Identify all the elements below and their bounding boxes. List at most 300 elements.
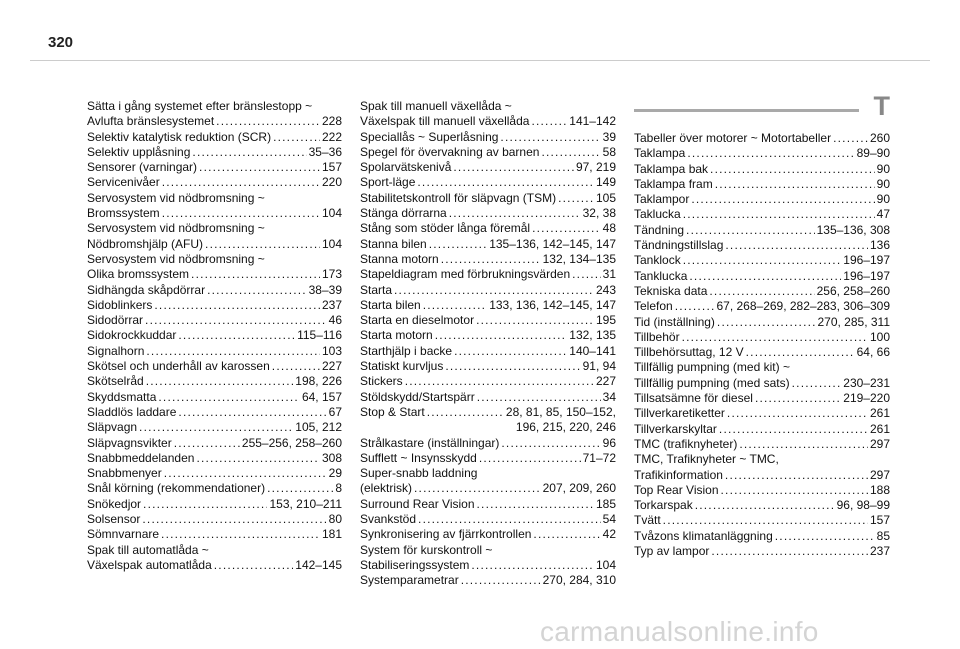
entry-label: Stickers bbox=[360, 374, 403, 389]
entry-label: Stanna bilen bbox=[360, 236, 427, 251]
dot-leader bbox=[721, 483, 868, 498]
dot-leader bbox=[178, 405, 326, 420]
index-entry-heading: Super-snabb laddning bbox=[360, 466, 478, 481]
entry-pages: 237 bbox=[321, 297, 342, 312]
index-entry bbox=[360, 114, 616, 129]
index-entry bbox=[360, 160, 616, 175]
entry-label: Svankstöd bbox=[360, 512, 417, 527]
dot-leader bbox=[394, 283, 594, 298]
dot-leader bbox=[792, 376, 842, 391]
entry-label: Stång som stöder långa föremål bbox=[360, 221, 531, 236]
dot-leader bbox=[477, 390, 601, 405]
entry-pages: 105 bbox=[595, 190, 616, 205]
index-entry bbox=[634, 177, 890, 192]
entry-pages: 260 bbox=[869, 131, 890, 145]
entry-pages: 104 bbox=[321, 236, 342, 251]
index-entry bbox=[87, 237, 342, 252]
dot-leader bbox=[267, 481, 333, 496]
entry-label: Sidokrockkuddar bbox=[87, 328, 177, 343]
dot-leader bbox=[445, 359, 580, 374]
header-divider bbox=[30, 60, 930, 61]
entry-pages: 96, 98–99 bbox=[836, 498, 890, 513]
entry-pages: 297 bbox=[869, 467, 890, 482]
entry-pages: 64, 157 bbox=[301, 389, 342, 404]
entry-label: Olika bromssystem bbox=[87, 267, 190, 282]
dot-leader bbox=[675, 299, 715, 314]
index-entry-heading: Tillfällig pumpning (med kit) ~ bbox=[634, 360, 790, 375]
dot-leader bbox=[139, 420, 293, 435]
index-entry bbox=[87, 130, 342, 145]
index-entry bbox=[634, 192, 890, 207]
index-entry bbox=[360, 252, 616, 267]
entry-pages: 255–256, 258–260 bbox=[241, 435, 342, 450]
dot-leader bbox=[572, 267, 601, 282]
entry-pages: 256, 258–260 bbox=[816, 283, 890, 298]
entry-pages: 115–116 bbox=[297, 328, 342, 343]
entry-label: Släpvagn bbox=[87, 420, 138, 435]
entry-label: Stapeldiagram med förbrukningsvärden bbox=[360, 267, 571, 282]
entry-label: Tillbehör bbox=[634, 329, 680, 344]
dot-leader bbox=[417, 175, 594, 190]
index-entry bbox=[634, 284, 890, 299]
dot-leader bbox=[142, 512, 326, 527]
entry-pages: 96 bbox=[602, 435, 616, 450]
index-entry bbox=[360, 313, 616, 328]
index-entry bbox=[87, 374, 342, 389]
dot-leader bbox=[427, 405, 504, 420]
index-entry bbox=[634, 513, 890, 528]
dot-leader bbox=[429, 237, 487, 252]
dot-leader bbox=[207, 283, 307, 298]
dot-leader bbox=[711, 544, 868, 559]
entry-pages: 39 bbox=[602, 129, 616, 144]
entry-pages: 237 bbox=[869, 544, 890, 559]
index-entry bbox=[360, 191, 616, 206]
entry-label: Tabeller över motorer ~ Motortabeller bbox=[634, 131, 832, 145]
entry-label: Tanklucka bbox=[634, 268, 688, 283]
entry-pages: 97, 219 bbox=[575, 160, 616, 175]
dot-leader bbox=[146, 344, 320, 359]
entry-label: Stabiliseringssystem bbox=[360, 557, 470, 572]
index-entry bbox=[360, 405, 616, 420]
entry-label: Tanklock bbox=[634, 253, 681, 268]
index-entry bbox=[87, 481, 342, 496]
index-entry bbox=[634, 468, 890, 483]
entry-label: Stänga dörrarna bbox=[360, 206, 447, 221]
index-entry bbox=[87, 298, 342, 313]
entry-pages: 227 bbox=[321, 359, 342, 374]
entry-label: Starta motorn bbox=[360, 328, 433, 343]
index-entry bbox=[360, 374, 616, 389]
entry-pages: 228 bbox=[321, 114, 342, 129]
entry-pages: 42 bbox=[602, 527, 616, 542]
dot-leader bbox=[454, 344, 567, 359]
dot-leader bbox=[682, 330, 868, 345]
index-entry bbox=[87, 145, 342, 160]
entry-label: Växelspak automatlåda bbox=[87, 557, 212, 572]
page-header bbox=[0, 0, 960, 64]
entry-pages: 35–36 bbox=[308, 144, 342, 159]
page-number: 320 bbox=[48, 34, 74, 51]
dot-leader bbox=[727, 406, 868, 421]
dot-leader bbox=[710, 162, 875, 177]
dot-leader bbox=[476, 313, 594, 328]
dot-leader bbox=[453, 160, 574, 175]
entry-label: Stanna motorn bbox=[360, 251, 439, 266]
entry-label: Sensorer (varningar) bbox=[87, 160, 198, 175]
index-entry bbox=[87, 405, 342, 420]
dot-leader bbox=[686, 223, 815, 238]
entry-pages: 29 bbox=[328, 466, 342, 481]
entry-label: Statiskt kurvljus bbox=[360, 359, 444, 374]
dot-leader bbox=[532, 221, 601, 236]
index-entry bbox=[634, 345, 890, 360]
entry-label: Telefon bbox=[634, 299, 673, 314]
index-entry bbox=[634, 269, 890, 284]
entry-pages: 153, 210–211 bbox=[269, 496, 342, 511]
entry-label: Taklampa bak bbox=[634, 161, 709, 176]
entry-label: Snål körning (rekommendationer) bbox=[87, 481, 266, 496]
entry-pages: 8 bbox=[335, 481, 342, 496]
entry-pages: 38–39 bbox=[308, 282, 342, 297]
entry-label: Skötsel och underhåll av karossen bbox=[87, 359, 270, 374]
entry-pages: 104 bbox=[321, 206, 342, 221]
dot-leader bbox=[691, 192, 874, 207]
entry-label: Avlufta bränslesystemet bbox=[87, 114, 215, 129]
dot-leader bbox=[833, 131, 868, 146]
entry-pages: 71–72 bbox=[582, 450, 616, 465]
index-entry bbox=[360, 237, 616, 252]
dot-leader bbox=[441, 252, 541, 267]
index-entry bbox=[360, 206, 616, 221]
dot-leader bbox=[683, 253, 842, 268]
entry-pages: 132, 134–135 bbox=[542, 251, 616, 266]
entry-pages: 188 bbox=[869, 482, 890, 497]
entry-label: Tillverkaretiketter bbox=[634, 406, 725, 421]
entry-label: Taklampa fram bbox=[634, 176, 713, 191]
index-entry bbox=[360, 527, 616, 542]
entry-label: Spolarvätskenivå bbox=[360, 160, 452, 175]
dot-leader bbox=[158, 390, 300, 405]
entry-pages: 222 bbox=[321, 129, 342, 144]
entry-label: Tillbehörsuttag, 12 V bbox=[634, 345, 744, 360]
dot-leader bbox=[715, 177, 875, 192]
index-entry bbox=[87, 283, 342, 298]
entry-pages: 31 bbox=[602, 267, 616, 282]
index-entry bbox=[360, 497, 616, 512]
entry-pages: 308 bbox=[321, 450, 342, 465]
entry-label: Snabbmeddelanden bbox=[87, 450, 195, 465]
entry-pages: 103 bbox=[321, 343, 342, 358]
dot-leader bbox=[695, 498, 835, 513]
entry-label: Systemparametrar bbox=[360, 573, 459, 588]
index-entry bbox=[360, 145, 616, 160]
entry-pages: 220 bbox=[321, 175, 342, 190]
index-entry bbox=[634, 437, 890, 452]
entry-label: Tändning bbox=[634, 222, 685, 237]
entry-pages: 133, 136, 142–145, 147 bbox=[489, 297, 616, 312]
entry-pages: 270, 285, 311 bbox=[817, 314, 890, 329]
dot-leader bbox=[746, 345, 855, 360]
entry-pages: 80 bbox=[328, 512, 342, 527]
index-entry bbox=[634, 529, 890, 544]
entry-label: Stop & Start bbox=[360, 404, 425, 419]
entry-pages-continued: 196, 215, 220, 246 bbox=[515, 420, 616, 435]
index-entry bbox=[87, 527, 342, 542]
entry-pages: 227 bbox=[595, 374, 616, 389]
index-entry bbox=[87, 114, 342, 129]
index-entry bbox=[87, 344, 342, 359]
entry-label: Snabbmenyer bbox=[87, 466, 162, 481]
entry-pages: 261 bbox=[869, 406, 890, 421]
dot-leader bbox=[205, 237, 320, 252]
index-entry bbox=[634, 391, 890, 406]
entry-pages: 54 bbox=[602, 512, 616, 527]
dot-leader bbox=[663, 513, 868, 528]
index-column-1 bbox=[87, 99, 342, 573]
index-entry bbox=[87, 512, 342, 527]
entry-label: Nödbromshjälp (AFU) bbox=[87, 236, 204, 251]
index-entry bbox=[360, 512, 616, 527]
entry-label: Sidhängda skåpdörrar bbox=[87, 282, 206, 297]
entry-label: Signalhorn bbox=[87, 343, 145, 358]
entry-pages: 140–141 bbox=[569, 343, 616, 358]
dot-leader bbox=[143, 497, 267, 512]
index-entry bbox=[634, 422, 890, 437]
dot-leader bbox=[558, 191, 594, 206]
index-entry bbox=[634, 483, 890, 498]
entry-pages: 105, 212 bbox=[295, 420, 342, 435]
dot-leader bbox=[162, 175, 320, 190]
dot-leader bbox=[405, 374, 594, 389]
dot-leader bbox=[174, 436, 240, 451]
index-entry bbox=[634, 238, 890, 253]
dot-leader bbox=[154, 298, 320, 313]
index-entry-heading: TMC, Trafiknyheter ~ TMC, bbox=[634, 452, 779, 467]
dot-leader bbox=[192, 145, 306, 160]
index-entry-heading: Spak till manuell växellåda ~ bbox=[360, 99, 512, 113]
entry-pages: 135–136, 308 bbox=[816, 222, 890, 237]
index-entry bbox=[360, 451, 616, 466]
dot-leader bbox=[739, 437, 868, 452]
entry-label: Tillsatsämne för diesel bbox=[634, 391, 753, 406]
index-entry bbox=[87, 390, 342, 405]
entry-label: Tändningstillslag bbox=[634, 238, 724, 253]
entry-pages: 90 bbox=[876, 192, 890, 207]
entry-pages: 243 bbox=[595, 282, 616, 297]
entry-label: Synkronisering av fjärrkontrollen bbox=[360, 527, 532, 542]
dot-leader bbox=[500, 130, 600, 145]
entry-label: Sladdlös laddare bbox=[87, 404, 177, 419]
entry-pages: 198, 226 bbox=[295, 374, 342, 389]
index-entry bbox=[87, 466, 342, 481]
entry-pages: 90 bbox=[876, 161, 890, 176]
section-letter-heading bbox=[634, 91, 890, 123]
index-entry bbox=[87, 328, 342, 343]
entry-pages: 67 bbox=[328, 404, 342, 419]
index-entry bbox=[634, 544, 890, 559]
index-entry bbox=[87, 420, 342, 435]
dot-leader bbox=[725, 468, 868, 483]
entry-label: Torkarspak bbox=[634, 498, 693, 513]
index-entry bbox=[634, 315, 890, 330]
index-entry bbox=[634, 162, 890, 177]
index-entry bbox=[634, 223, 890, 238]
dot-leader bbox=[145, 313, 327, 328]
entry-label: Sufflett ~ Insynsskydd bbox=[360, 450, 477, 465]
entry-label: TMC (trafiknyheter) bbox=[634, 436, 738, 451]
index-entry bbox=[87, 160, 342, 175]
entry-pages: 230–231 bbox=[843, 375, 890, 390]
index-entry bbox=[87, 267, 342, 282]
entry-pages: 132, 135 bbox=[569, 328, 616, 343]
index-entry bbox=[87, 206, 342, 221]
dot-leader bbox=[146, 374, 294, 389]
index-entry bbox=[360, 221, 616, 236]
entry-label: Taklampor bbox=[634, 192, 690, 207]
index-entry bbox=[360, 267, 616, 282]
dot-leader bbox=[196, 451, 320, 466]
index-column-3 bbox=[634, 131, 890, 559]
entry-pages: 157 bbox=[321, 160, 342, 175]
entry-label: Servicenivåer bbox=[87, 175, 160, 190]
entry-pages: 141–142 bbox=[569, 114, 616, 129]
dot-leader bbox=[461, 573, 541, 588]
entry-label: Top Rear Vision bbox=[634, 482, 719, 497]
watermark: carmanualsonline.info bbox=[540, 616, 819, 647]
entry-label: Starta en dieselmotor bbox=[360, 313, 475, 328]
index-entry bbox=[87, 558, 342, 573]
index-entry bbox=[634, 376, 890, 391]
dot-leader bbox=[162, 206, 320, 221]
index-entry bbox=[634, 299, 890, 314]
entry-pages: 181 bbox=[321, 527, 342, 542]
entry-label: Växelspak till manuell växellåda bbox=[360, 114, 530, 129]
index-entry-heading: Sätta i gång systemet efter bränslestopp ~ bbox=[87, 99, 313, 113]
entry-label: Tekniska data bbox=[634, 283, 708, 298]
index-entry-heading: System för kurskontroll ~ bbox=[360, 542, 493, 557]
entry-pages: 219–220 bbox=[843, 391, 890, 406]
dot-leader bbox=[719, 422, 868, 437]
entry-label: Taklucka bbox=[634, 207, 681, 222]
index-column-2 bbox=[360, 99, 616, 589]
entry-label: Spegel för övervakning av barnen bbox=[360, 144, 540, 159]
dot-leader bbox=[709, 284, 814, 299]
dot-leader bbox=[689, 269, 841, 284]
entry-label: Släpvagnsvikter bbox=[87, 435, 172, 450]
index-entry bbox=[634, 498, 890, 513]
dot-leader bbox=[216, 114, 320, 129]
dot-leader bbox=[501, 436, 600, 451]
index-entry bbox=[634, 253, 890, 268]
entry-pages: 64, 66 bbox=[856, 345, 890, 360]
index-entry bbox=[634, 131, 890, 146]
dot-leader bbox=[272, 359, 320, 374]
index-entry bbox=[87, 451, 342, 466]
index-entry-heading: Servosystem vid nödbromsning ~ bbox=[87, 221, 265, 236]
entry-pages: 48 bbox=[602, 221, 616, 236]
dot-leader bbox=[533, 527, 600, 542]
section-letter: T bbox=[873, 91, 890, 121]
entry-pages: 196–197 bbox=[843, 253, 890, 268]
dot-leader bbox=[423, 298, 488, 313]
dot-leader bbox=[531, 114, 567, 129]
entry-label: Taklampa bbox=[634, 146, 686, 161]
index-entry bbox=[360, 175, 616, 190]
entry-label: Skyddsmatta bbox=[87, 389, 157, 404]
dot-leader bbox=[449, 206, 581, 221]
entry-pages: 89–90 bbox=[856, 146, 890, 161]
entry-pages: 90 bbox=[876, 176, 890, 191]
entry-label: Snökedjor bbox=[87, 496, 142, 511]
entry-pages: 32, 38 bbox=[582, 206, 616, 221]
entry-pages: 47 bbox=[876, 207, 890, 222]
entry-pages: 173 bbox=[321, 267, 342, 282]
entry-label: Skötselråd bbox=[87, 374, 144, 389]
index-entry bbox=[634, 406, 890, 421]
entry-label: Trafikinformation bbox=[634, 467, 723, 482]
entry-label: Selektiv katalytisk reduktion (SCR) bbox=[87, 129, 272, 144]
entry-label: Starta bbox=[360, 282, 393, 297]
entry-pages: 261 bbox=[869, 421, 890, 436]
entry-pages: 28, 81, 85, 150–152, bbox=[505, 404, 616, 419]
entry-pages: 91, 94 bbox=[582, 359, 616, 374]
section-divider bbox=[634, 109, 859, 112]
entry-pages: 104 bbox=[595, 557, 616, 572]
index-entry bbox=[87, 175, 342, 190]
dot-leader bbox=[541, 145, 600, 160]
index-entry bbox=[360, 130, 616, 145]
entry-pages: 195 bbox=[595, 313, 616, 328]
dot-leader bbox=[273, 130, 320, 145]
entry-label: Tillfällig pumpning (med sats) bbox=[634, 375, 790, 390]
index-entry bbox=[360, 344, 616, 359]
entry-pages: 196–197 bbox=[843, 268, 890, 283]
entry-pages: 100 bbox=[869, 329, 890, 344]
dot-leader bbox=[414, 481, 541, 496]
dot-leader bbox=[479, 451, 581, 466]
entry-label: Tillverkarskyltar bbox=[634, 421, 717, 436]
index-entry bbox=[634, 207, 890, 222]
entry-pages: 157 bbox=[869, 513, 890, 528]
dot-leader bbox=[477, 497, 594, 512]
entry-label: Sidodörrar bbox=[87, 313, 144, 328]
entry-pages: 142–145 bbox=[295, 557, 342, 572]
index-entry bbox=[87, 313, 342, 328]
entry-label: Sömnvarnare bbox=[87, 527, 160, 542]
entry-pages: 46 bbox=[328, 313, 342, 328]
entry-label: Sport-läge bbox=[360, 175, 416, 190]
dot-leader bbox=[687, 146, 854, 161]
entry-pages: 58 bbox=[602, 144, 616, 159]
entry-label: Tvätt bbox=[634, 513, 661, 528]
entry-pages: 85 bbox=[876, 528, 890, 543]
dot-leader bbox=[191, 267, 320, 282]
index-entry bbox=[360, 328, 616, 343]
entry-label: Stöldskydd/Startspärr bbox=[360, 389, 475, 404]
entry-label: Bromssystem bbox=[87, 206, 160, 221]
index-entry bbox=[360, 390, 616, 405]
entry-label: Strålkastare (inställningar) bbox=[360, 435, 500, 450]
entry-pages: 34 bbox=[602, 389, 616, 404]
index-entry bbox=[87, 497, 342, 512]
index-entry-heading: Servosystem vid nödbromsning ~ bbox=[87, 190, 265, 205]
index-entry bbox=[360, 436, 616, 451]
dot-leader bbox=[755, 391, 841, 406]
index-entry bbox=[360, 298, 616, 313]
entry-label: Starthjälp i backe bbox=[360, 343, 453, 358]
entry-label: Selektiv upplåsning bbox=[87, 144, 191, 159]
